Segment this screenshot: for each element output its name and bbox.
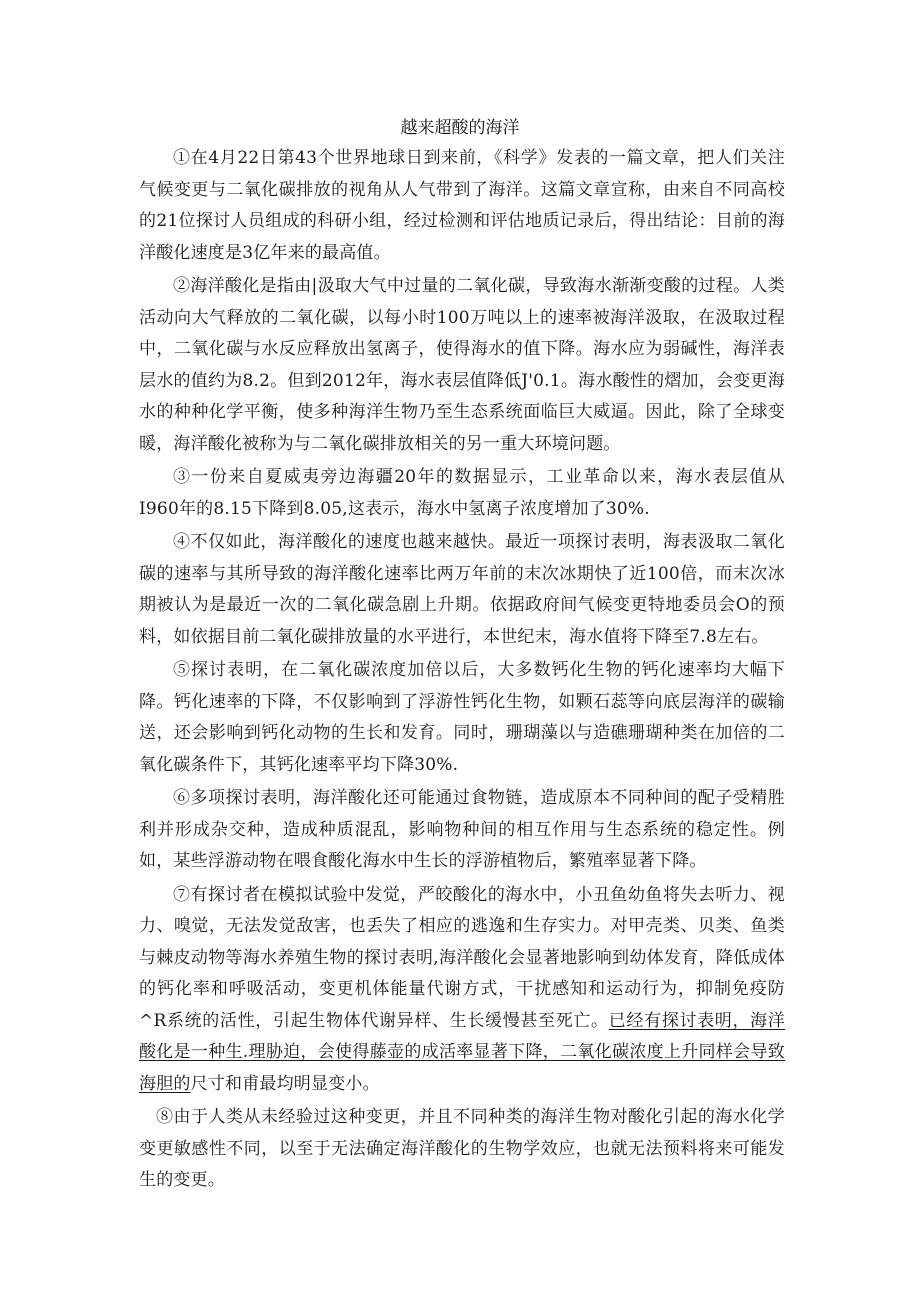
- paragraph-5: ⑤探讨表明，在二氧化碳浓度加倍以后，大多数钙化生物的钙化速率均大幅下降。钙化速率的下降，不仅影响到了浮游性钙化生物，如颗石蕊等向底层海洋的碳输送，还会影响到钙化动物的生长和发育。同时，珊瑚藻以与造礁珊瑚种类在加倍的二氧化碳条件下，其钙化速率平均下降30%.: [139, 660, 785, 775]
- paragraph-6: ⑥多项探讨表明，海洋酸化还可能通过食物链，造成原本不同种间的配子受精胜利并形成杂交种，造成种质混乱，影响物种间的相互作用与生态系统的稳定性。例如，某些浮游动物在喂食酸化海水中生长的浮游植物后，繁殖率显著下降。: [139, 788, 785, 871]
- paragraph-2: ②海洋酸化是指由|汲取大气中过量的二氧化碳，导致海水渐渐变酸的过程。人类活动向大气释放的二氧化碳，以每小时100万吨以上的速率被海洋汲取，在汲取过程中，二氧化碳与水反应释放出氢离子，使得海水的值下降。海水应为弱碱性，海洋表层水的值约为8.2。但到2012年，海水表层值降低J'0.1。海水酸性的熠加，会变更海水的种种化学平衡，使多种海洋生物乃至生态系统面临巨大威逼。因此，除了全球变暖，海洋酸化被称为与二氧化碳排放相关的另一重大环境问题。: [139, 276, 785, 454]
- paragraph-7-underlined-text: 已经有探讨表明，海洋酸化是一种生.理胁迫，会使得藤壶的成活率显著下降，二氧化碳浓度上升同样会导致海胆的: [139, 1010, 786, 1094]
- article-body: [139, 143, 785, 1199]
- paragraph-3: ③一份来自夏威夷旁边海疆20年的数据显示，工业革命以来，海水表层值从I960年的8.15下降到8.05,这表示，海水中氢离子浓度增加了30%.: [139, 467, 785, 519]
- paragraph-7: [139, 880, 785, 1101]
- paragraph-7-tail-text: 尺寸和甫最均明显变小。: [190, 1073, 380, 1094]
- paragraph-8: ⑧由于人类从未经验过这种变更，并且不同种类的海洋生物对酸化引起的海水化学变更敏感性不同，以至于无法确定海洋酸化的生物学效应，也就无法预料将来可能发生的变更。: [139, 1107, 785, 1190]
- paragraph-7-text: ⑦有探讨者在模拟试验中发觉，严皎酸化的海水中，小丑鱼幼鱼将失去听力、视力、嗅觉，无法发觉敌害，也丢失了相应的逃逸和生存实力。对甲壳类、贝类、鱼类与棘皮动物等海水养殖生物的探讨表明,海洋酸化会显著地影响到幼体发育，降低成体的钙化率和呼吸活动，变更机体能量代谢方式，干扰感知和运动行为，抑制免疫防^R系统的活性，引起生物体代谢异样、生长缓慢甚至死亡。: [139, 884, 785, 1031]
- paragraph-4: ④不仅如此，海洋酸化的速度也越来越快。最近一项探讨表明，海表汲取二氧化碳的速率与其所导致的海洋酸化速率比两万年前的末次冰期快了近100倍，而末次冰期被认为是最近一次的二氧化碳急剧上升期。依据政府间气候变更特地委员会O的预料，如依据目前二氧化碳排放量的水平进行，本世纪末，海水值将下降至7.8左右。: [139, 532, 785, 647]
- article-title: 越来超酸的海洋: [400, 118, 520, 138]
- paragraph-1: ①在4月22日第43个世界地球日到来前，《科学》发表的一篇文章，把人们关注气候变更与二氧化碳排放的视角从人气带到了海洋。这篇文章宣称，由来自不同高校的21位探讨人员组成的科研小组，经过检测和评估地质记录后，得出结论：目前的海洋酸化速度是3亿年来的最高值。: [139, 148, 785, 263]
